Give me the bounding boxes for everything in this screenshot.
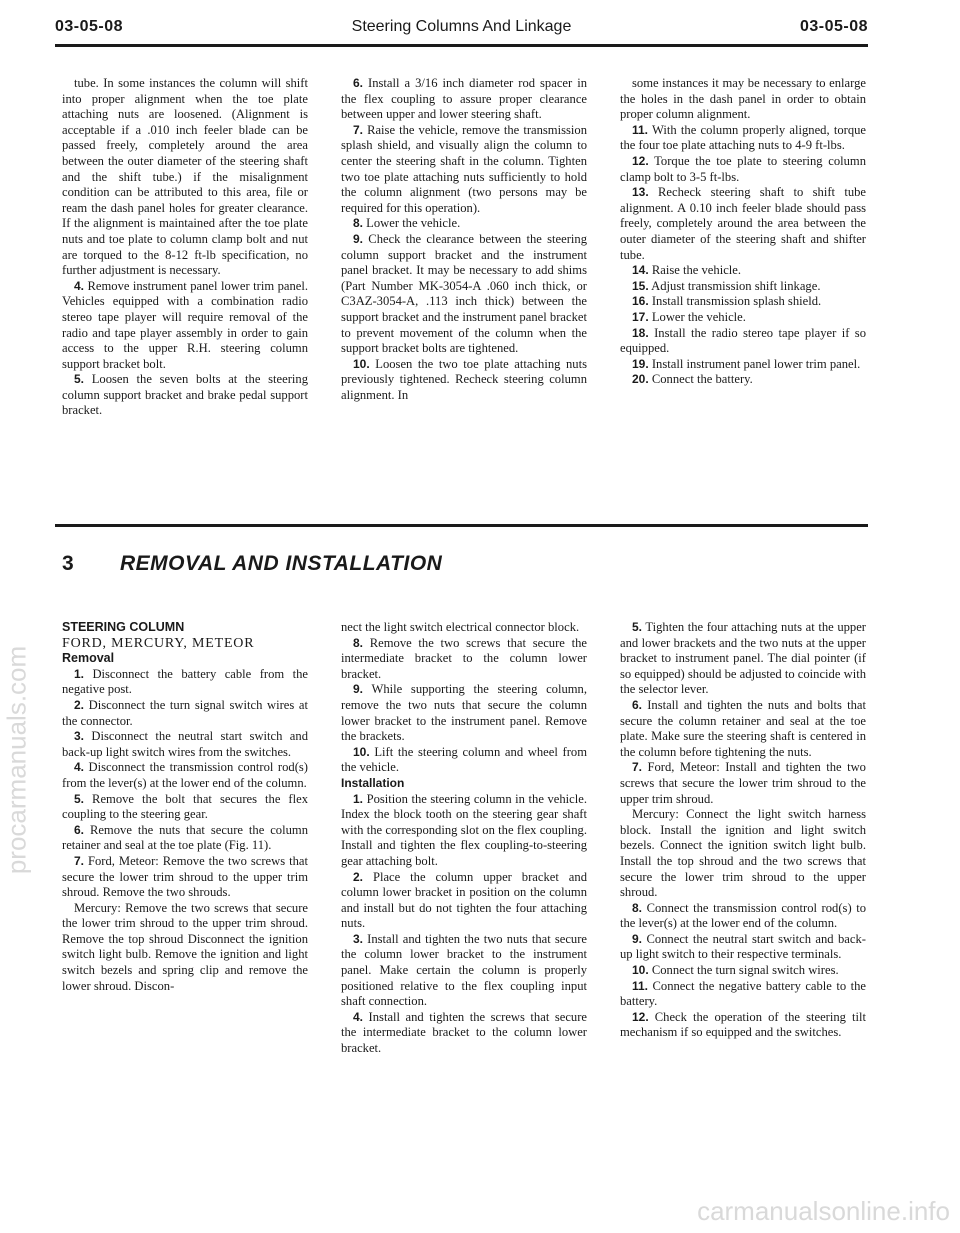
paragraph bbox=[341, 123, 587, 217]
removal-steps-cont bbox=[341, 620, 587, 776]
step-number: 6. bbox=[632, 697, 643, 712]
paragraph-text: Recheck steering shaft to shift tube alignment. A 0.10 inch feeler blade should pass freely, completely around the area between the outer diameter of the steering shaft and shifter tube. bbox=[620, 185, 866, 262]
paragraph-text: tube. In some instances the column will shift into proper alignment when the toe plate attaching nuts are loosened. (Alignment is acceptable if a .010 inch feeler blade can be passed freely, completely around the area between the outer diameter of the steering shaft and the shift tube.) if the misalignment condition can be attributed to this area, file or ream the dash panel holes for greater clearance. If the alignment is maintained after the toe plate nuts and toe plate to column clamp bolt and nut are torqued to the 8-12 ft-lb specification, no further adjustment is necessary. bbox=[62, 76, 308, 278]
paragraph bbox=[620, 760, 866, 807]
paragraph-text: Install the radio stereo tape player if so equipped. bbox=[620, 325, 866, 356]
step-number: 5. bbox=[74, 791, 85, 806]
paragraph-text: Remove instrument panel lower trim panel. Vehicles equipped with a combination radio stereo tape player will require removal of the radio and tape player assembly in order to gain access to the upper R.H. steering column support bracket bolt. bbox=[62, 278, 308, 371]
paragraph bbox=[62, 729, 308, 760]
paragraph-text: Disconnect the battery cable from the negative post. bbox=[62, 666, 308, 697]
paragraph bbox=[341, 1010, 587, 1057]
paragraph-text: Ford, Meteor: Install and tighten the two screws that secure the lower trim shroud to the upper trim shroud. bbox=[620, 760, 866, 806]
paragraph bbox=[620, 154, 866, 185]
page-header bbox=[55, 18, 868, 46]
paragraph bbox=[62, 854, 308, 901]
step-number: 2. bbox=[74, 697, 85, 712]
section-heading bbox=[62, 552, 442, 576]
installation-steps bbox=[341, 792, 587, 1057]
paragraph bbox=[341, 232, 587, 357]
paragraph-text: Install and tighten the nuts and bolts that secure the column retainer and seal at the toe plate. Make sure the steering shaft is centered in the column before tightening the nuts. bbox=[620, 697, 866, 759]
step-number: 15. bbox=[632, 278, 649, 293]
step-number: 5. bbox=[74, 372, 85, 387]
paragraph bbox=[620, 294, 866, 310]
paragraph-text: Remove the bolt that secures the flex coupling to the steering gear. bbox=[62, 791, 309, 822]
paragraph-text: Install instrument panel lower trim panel. bbox=[651, 356, 861, 371]
paragraph-text: Mercury: Remove the two screws that secure the lower trim shroud to the upper trim shroud. Remove the top shroud Disconnect the ignition switch light bulb. Remove the ignition and light switch bezels and spring clip and remove the lower shroud. Discon- bbox=[62, 900, 308, 993]
paragraph bbox=[620, 807, 866, 901]
paragraph-text: With the column properly aligned, torque the four toe plate attaching nuts to 4-9 ft-lbs. bbox=[620, 122, 867, 153]
step-number: 13. bbox=[632, 185, 649, 200]
paragraph bbox=[341, 636, 587, 683]
section-rule bbox=[55, 524, 868, 527]
paragraph-text: Install and tighten the two nuts that secure the column lower bracket to the instrument panel. Make certain the column is properly positioned relative to the flex coupling input shaft connection. bbox=[341, 931, 587, 1009]
top-column-2 bbox=[341, 76, 587, 403]
header-rule bbox=[55, 44, 868, 47]
paragraph bbox=[620, 263, 866, 279]
removal-heading: Removal bbox=[62, 651, 115, 666]
step-number: 7. bbox=[74, 853, 85, 868]
step-number: 9. bbox=[632, 931, 643, 946]
bottom-column-2 bbox=[341, 620, 587, 1057]
paragraph-text: Raise the vehicle. bbox=[651, 263, 742, 278]
paragraph bbox=[62, 823, 308, 854]
paragraph-text: Disconnect the turn signal switch wires at the connector. bbox=[62, 697, 308, 728]
paragraph-text: Lower the vehicle. bbox=[366, 216, 461, 231]
step-number: 7. bbox=[632, 760, 643, 775]
paragraph bbox=[620, 963, 866, 979]
paragraph bbox=[620, 620, 866, 698]
paragraph-text: Remove the two screws that secure the intermediate bracket to the column lower bracket. bbox=[341, 635, 587, 681]
paragraph bbox=[620, 310, 866, 326]
step-number: 18. bbox=[632, 325, 649, 340]
steering-column-heading: STEERING COLUMN bbox=[62, 620, 185, 634]
paragraph bbox=[620, 901, 866, 932]
paragraph-text: Tighten the four attaching nuts at the upper and lower brackets and the two nuts at the upper bracket to instrument panel. The dial pointer (if so equipped) should be adjusted to coincide with the selector lever. bbox=[620, 620, 866, 697]
top-column-3 bbox=[620, 76, 866, 388]
paragraph-text: Lower the vehicle. bbox=[651, 309, 746, 324]
paragraph-text: While supporting the steering column, remove the two nuts that secure the column lower bracket to the instrument panel. Remove the brackets. bbox=[341, 682, 587, 744]
paragraph bbox=[620, 185, 866, 263]
step-number: 10. bbox=[353, 744, 370, 759]
removal-steps bbox=[62, 667, 308, 994]
step-number: 19. bbox=[632, 356, 649, 371]
step-number: 11. bbox=[632, 978, 649, 993]
bottom-column-3 bbox=[620, 620, 866, 1041]
paragraph bbox=[62, 667, 308, 698]
step-number: 4. bbox=[74, 278, 85, 293]
paragraph bbox=[341, 76, 587, 123]
bottom-watermark: carmanualsonline.info bbox=[697, 1196, 950, 1226]
step-number: 6. bbox=[74, 822, 85, 837]
page-number-left: 03-05-08 bbox=[55, 18, 124, 35]
section-number: 3 bbox=[62, 552, 75, 575]
paragraph-text: Check the clearance between the steering column support bracket and the instrument panel bracket. It may be necessary to add shims (Part Number MK-3054-A .060 inch thick, or C3AZ-3054-A, .113 inch thick) between the support bracket and the instrument panel bracket to prevent movement of the column when the support bracket bolts are tightened. bbox=[341, 231, 587, 356]
step-number: 1. bbox=[74, 666, 85, 681]
paragraph bbox=[620, 372, 866, 388]
paragraph-text: Connect the neutral start switch and back-up light switch to their respective terminals. bbox=[620, 931, 866, 962]
paragraph bbox=[341, 216, 587, 232]
step-number: 20. bbox=[632, 372, 649, 387]
step-number: 3. bbox=[74, 729, 85, 744]
models-heading: FORD, MERCURY, METEOR bbox=[62, 635, 255, 651]
paragraph bbox=[62, 901, 308, 995]
paragraph-text: Install transmission splash shield. bbox=[651, 294, 822, 309]
page-number-right: 03-05-08 bbox=[799, 18, 868, 35]
paragraph bbox=[62, 760, 308, 791]
step-number: 10. bbox=[353, 356, 370, 371]
step-number: 17. bbox=[632, 309, 649, 324]
paragraph bbox=[62, 76, 308, 279]
side-watermark: procarmanuals.com bbox=[1, 645, 32, 875]
paragraph-text: Disconnect the transmission control rod(s) from the lever(s) at the lower end of the column. bbox=[62, 760, 308, 790]
step-number: 16. bbox=[632, 294, 649, 309]
paragraph-text: Adjust transmission shift linkage. bbox=[651, 278, 821, 293]
step-number: 14. bbox=[632, 263, 649, 278]
paragraph-text: Install a 3/16 inch diameter rod spacer in the flex coupling to assure proper clearance between upper and lower steering shaft. bbox=[341, 76, 587, 122]
step-number: 12. bbox=[632, 1009, 649, 1024]
paragraph-text: Torque the toe plate to steering column clamp bolt to 3-5 ft-lbs. bbox=[620, 153, 867, 184]
step-number: 9. bbox=[353, 682, 364, 697]
paragraph bbox=[620, 123, 866, 154]
top-column-1 bbox=[62, 76, 308, 419]
paragraph-text: Lift the steering column and wheel from the vehicle. bbox=[341, 744, 587, 775]
paragraph bbox=[620, 326, 866, 357]
paragraph-text: Connect the transmission control rod(s) to the lever(s) at the lower end of the column. bbox=[620, 900, 867, 931]
step-number: 7. bbox=[353, 122, 364, 137]
paragraph-text: Check the operation of the steering tilt mechanism if so equipped and the switches. bbox=[620, 1009, 867, 1040]
paragraph-text: Connect the turn signal switch wires. bbox=[651, 963, 839, 978]
step-number: 4. bbox=[74, 760, 85, 775]
paragraph bbox=[620, 76, 866, 123]
paragraph-text: Raise the vehicle, remove the transmission splash shield, and visually align the column to center the steering shaft in the column. Tighten two toe plate attaching nuts sufficiently to hold the column alignment (two persons may be required for this operation). bbox=[341, 122, 587, 215]
paragraph-text: Ford, Meteor: Remove the two screws that secure the lower trim shroud to the upper trim shroud. Remove the two shrouds. bbox=[62, 853, 308, 900]
step-number: 1. bbox=[353, 791, 364, 806]
paragraph bbox=[620, 698, 866, 760]
paragraph bbox=[620, 979, 866, 1010]
section-title-text: REMOVAL AND INSTALLATION bbox=[120, 552, 443, 575]
paragraph-text: Connect the battery. bbox=[651, 372, 753, 387]
paragraph bbox=[341, 932, 587, 1010]
step-number: 9. bbox=[353, 231, 364, 246]
paragraph bbox=[62, 279, 308, 373]
paragraph bbox=[620, 1010, 866, 1041]
step-number: 2. bbox=[353, 869, 364, 884]
paragraph bbox=[620, 279, 866, 295]
bottom-column-1 bbox=[62, 620, 308, 994]
step-number: 3. bbox=[353, 931, 364, 946]
page-title: Steering Columns And Linkage bbox=[351, 18, 572, 35]
paragraph-text: Remove the nuts that secure the column retainer and seal at the toe plate (Fig. 11). bbox=[62, 822, 308, 853]
paragraph bbox=[341, 357, 587, 404]
paragraph-text: Disconnect the neutral start switch and back-up light switch wires from the switches. bbox=[62, 729, 308, 759]
paragraph bbox=[341, 620, 587, 636]
step-number: 5. bbox=[632, 620, 643, 634]
paragraph bbox=[341, 682, 587, 744]
paragraph-text: Loosen the two toe plate attaching nuts previously tightened. Recheck steering column alignment. In bbox=[341, 356, 587, 402]
paragraph-text: nect the light switch electrical connector block. bbox=[341, 620, 580, 634]
paragraph bbox=[341, 745, 587, 776]
step-number: 8. bbox=[632, 900, 643, 915]
paragraph bbox=[620, 357, 866, 373]
installation-heading: Installation bbox=[341, 775, 405, 790]
step-number: 12. bbox=[632, 153, 649, 168]
step-number: 8. bbox=[353, 635, 364, 650]
paragraph-text: Position the steering column in the vehicle. Index the block tooth on the steering gear shaft with the corresponding slot on the flex coupling. Install and tighten the flex coupling-to-steering gear attaching bolt. bbox=[341, 791, 587, 868]
paragraph bbox=[62, 372, 308, 419]
paragraph-text: Connect the negative battery cable to the battery. bbox=[620, 978, 866, 1009]
paragraph-text: some instances it may be necessary to enlarge the holes in the dash panel in order to obtain proper column alignment. bbox=[620, 76, 866, 122]
step-number: 11. bbox=[632, 122, 649, 137]
step-number: 10. bbox=[632, 963, 649, 978]
paragraph-text: Install and tighten the screws that secure the intermediate bracket to the column lower bracket. bbox=[341, 1009, 588, 1056]
paragraph-text: Place the column upper bracket and column lower bracket in position on the column and install but do not tighten the four attaching nuts. bbox=[341, 869, 587, 931]
paragraph bbox=[62, 698, 308, 729]
step-number: 4. bbox=[353, 1009, 364, 1024]
paragraph bbox=[62, 792, 308, 823]
step-number: 6. bbox=[353, 76, 364, 90]
paragraph bbox=[341, 792, 587, 870]
paragraph bbox=[341, 870, 587, 932]
paragraph-text: Loosen the seven bolts at the steering column support bracket and brake pedal support bracket. bbox=[62, 372, 308, 418]
paragraph-text: Mercury: Connect the light switch harness block. Install the ignition and light switch bezels. Connect the ignition switch light bulb. Install the top shroud and the two screws that secure the lower trim shroud to the upper shroud. bbox=[620, 807, 866, 900]
paragraph bbox=[620, 932, 866, 963]
step-number: 8. bbox=[353, 216, 364, 231]
